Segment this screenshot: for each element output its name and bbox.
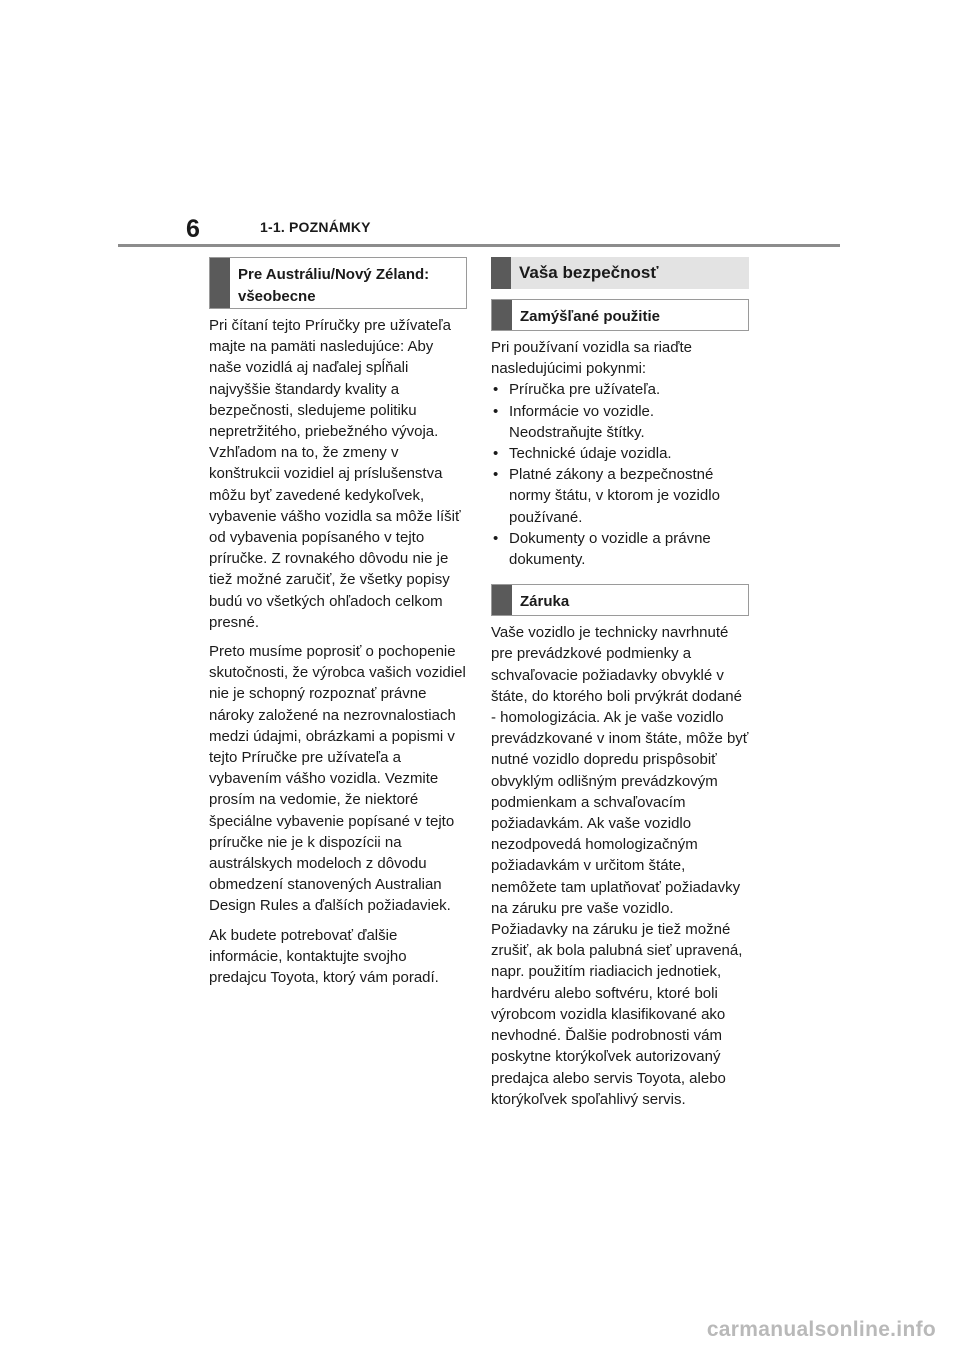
australia-nz-heading-box	[209, 257, 467, 309]
australia-nz-heading: Pre Austráliu/Nový Zéland: všeobecne	[238, 266, 430, 305]
list-item: • Technické údaje vozidla.	[491, 443, 749, 464]
left-paragraph-3: Ak budete potrebovať ďalšie informácie, kontaktujte svojho predajcu Toyota, ktorý vám poradí.	[209, 926, 439, 987]
warranty-heading-box	[491, 584, 749, 616]
header-divider	[118, 244, 840, 247]
site-watermark: carmanualsonline.info	[706, 1318, 936, 1341]
your-safety-heading: Vaša bezpečnosť	[519, 263, 659, 282]
page-number: 6	[186, 215, 200, 243]
list-item: • Dokumenty o vozidle a právne dokumenty.	[491, 528, 749, 570]
right-column	[491, 257, 749, 1110]
list-item: • Informácie vo vozidle. Neodstraňujte štítky.	[491, 401, 749, 443]
warranty-text: Vaše vozidlo je technicky navrhnuté pre prevádzkové podmienky a schvaľovacie požiadavky obvyklé v štáte, do ktorého boli prvýkrát dodané - homologizácia. Ak je vaše vozidlo prevádzkované v inom štáte, môže byť nutné vozidlo dopredu prispôsobiť obvyklým odlišným prevádzkovým podmienkam a schvaľovacím požiadavkám. Ak vaše vozidlo nezodpovedá homologizačným požiadavkám v určitom štáte, nemôžete tam uplatňovať požiadavky na záruku pre vaše vozidlo. Požiadavky na záruku je tiež možné zrušiť, ak bola palubná sieť upravená, napr. použitím riadiacich jednotiek, hardvéru alebo softvéru, ktoré boli výrobcom vozidla klasifikované ako nevhodné. Ďalšie podrobnosti vám poskytne ktorýkoľvek autorizovaný predajca alebo servis Toyota, alebo ktorýkoľvek spoľahlivý servis.	[491, 624, 749, 1108]
intended-use-list	[491, 379, 749, 570]
left-column	[209, 257, 467, 988]
list-item: • Platné zákony a bezpečnostné normy štátu, v ktorom je vozidlo používané.	[491, 464, 749, 528]
section-title: 1-1. POZNÁMKY	[260, 219, 371, 235]
intended-use-intro: Pri používaní vozidla sa riaďte nasledujúcimi pokynmi:	[491, 339, 692, 378]
intended-use-heading-box	[491, 299, 749, 331]
left-paragraph-1: Pri čítaní tejto Príručky pre užívateľa majte na pamäti nasledujúce: Aby naše vozidlá aj naďalej spĺňali najvyššie štandardy kvality a bezpečnosti, sledujeme politiku nepretržitého, priebežného vývoja. Vzhľadom na to, že zmeny v konštrukcii vozidiel aj príslušenstva môžu byť zavedené kedykoľvek, vybavenie vášho vozidla sa môže líšiť od vybavenia popísaného v tejto príručke. Z rovnakého dôvodu nie je tiež možné zaručiť, že všetky popisy budú vo všetkých ohľadoch celkom presné.	[209, 317, 461, 631]
left-paragraph-2: Preto musíme poprosiť o pochopenie skutočnosti, že výrobca vašich vozidiel nie je schopný rozpoznať právne nároky založené na nezrovnalostiach medzi údajmi, obrázkami a popismi v tejto Príručke pre užívateľa a vybavením vášho vozidla. Vezmite prosím na vedomie, že niektoré špeciálne vybavenie popísané v tejto príručke nie je k dispozícii na austrálskych modeloch z dôvodu obmedzení stanovených Australian Design Rules a ďalších požiadaviek.	[209, 643, 466, 915]
list-item: • Príručka pre užívateľa.	[491, 379, 749, 400]
your-safety-heading-band	[491, 257, 749, 289]
intended-use-heading: Zamýšľané použitie	[520, 308, 660, 325]
warranty-heading: Záruka	[520, 593, 570, 611]
